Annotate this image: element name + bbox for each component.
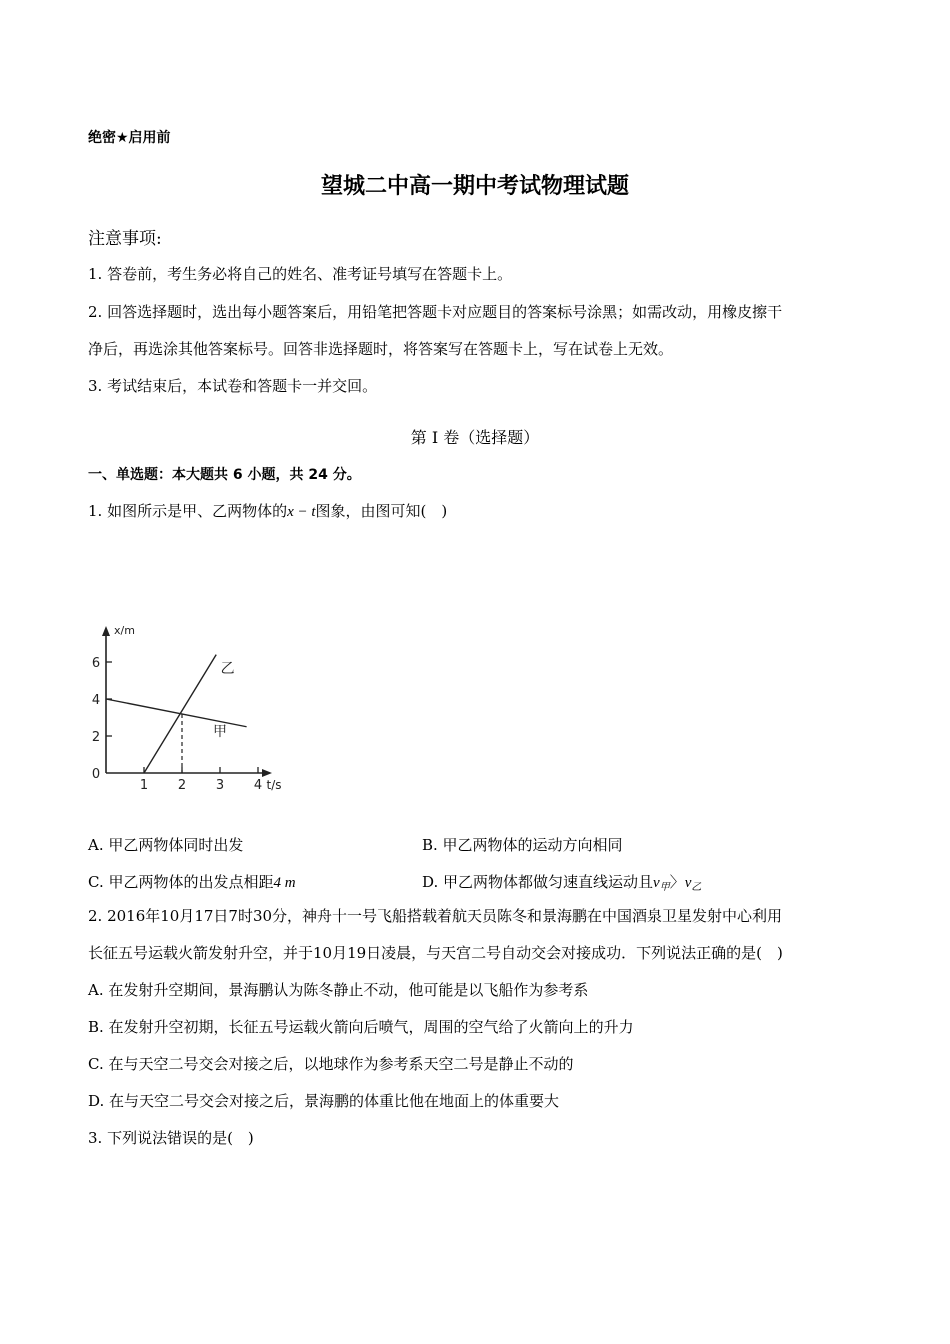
notice-item-2-line-2: 净后，再选涂其他答案标号。回答非选择题时，将答案写在答题卡上，写在试卷上无效。 xyxy=(88,340,674,358)
q1-stem-after: 图象，由图可知( ) xyxy=(315,502,448,520)
q1-option-c xyxy=(88,872,296,893)
notice-item-1: 1. 答卷前，考生务必将自己的姓名、准考证号填写在答题卡上。 xyxy=(88,265,513,283)
q1-option-d-sub1: 甲 xyxy=(659,882,670,893)
part1-heading: 一、单选题：本大题共 6 小题，共 24 分。 xyxy=(88,467,361,483)
q1-option-d-text: D. 甲乙两物体都做匀速直线运动且 xyxy=(422,873,654,891)
notice-item-2-line-1: 2. 回答选择题时，选出每小题答案后，用铅笔把答题卡对应题目的答案标号涂黑；如需改动，用橡皮擦干 xyxy=(88,303,783,321)
x-axis-arrow-icon xyxy=(262,769,272,777)
series-yi-line xyxy=(144,655,216,773)
section-title: 第 I 卷（选择题） xyxy=(410,428,540,447)
q1-option-b: B. 甲乙两物体的运动方向相同 xyxy=(422,836,623,854)
q1-option-d-v1: v xyxy=(653,875,660,891)
y-tick-label: 4 xyxy=(91,693,101,708)
q1-option-d-relation: 〉 xyxy=(669,873,685,891)
series-yi-label: 乙 xyxy=(220,661,235,678)
q1-option-d-sub2: 乙 xyxy=(691,882,702,893)
q1-option-a: A. 甲乙两物体同时出发 xyxy=(88,836,244,854)
q2-line-2: 长征五号运载火箭发射升空，并于10月19日凌晨，与天宫二号自动交会对接成功．下列说法正确的是( ) xyxy=(88,944,783,962)
x-tick-label: 2 xyxy=(177,778,187,793)
series-jia-line xyxy=(106,699,247,727)
x-tick-label: 3 xyxy=(215,778,225,793)
x-axis-label: t/s xyxy=(266,778,282,792)
q2-line-1: 2. 2016年10月17日7时30分，神舟十一号飞船搭载着航天员陈冬和景海鹏在中国酒泉卫星发射中心利用 xyxy=(88,907,783,925)
q1-option-d-v2: v xyxy=(684,875,692,891)
q1-option-c-math: 4 m xyxy=(273,875,296,891)
y-axis-arrow-icon xyxy=(102,626,110,636)
q1-stem-math: x − t xyxy=(287,504,316,520)
x-tick-label: 4 xyxy=(253,778,263,793)
q2-option-b: B. 在发射升空初期，长征五号运载火箭向后喷气，周围的空气给了火箭向上的升力 xyxy=(88,1018,634,1036)
q3-stem: 3. 下列说法错误的是( ) xyxy=(88,1129,254,1147)
y-tick-label: 0 xyxy=(91,767,101,782)
y-tick-label: 2 xyxy=(91,730,101,745)
page-title: 望城二中高一期中考试物理试题 xyxy=(320,173,629,199)
q1-option-c-text: C. 甲乙两物体的出发点相距 xyxy=(88,873,274,891)
q2-option-c: C. 在与天空二号交会对接之后，以地球作为参考系天空二号是静止不动的 xyxy=(88,1055,574,1073)
y-axis-label: x/m xyxy=(114,624,135,637)
q1-stem xyxy=(88,501,447,522)
notice-item-3: 3. 考试结束后，本试卷和答题卡一并交回。 xyxy=(88,377,378,395)
q1-stem-before: 1. 如图所示是甲、乙两物体的 xyxy=(88,502,288,520)
q1-xt-graph xyxy=(86,618,306,800)
y-tick-label: 6 xyxy=(91,656,101,671)
series-jia-label: 甲 xyxy=(213,724,227,740)
q2-option-d: D. 在与天空二号交会对接之后，景海鹏的体重比他在地面上的体重要大 xyxy=(88,1092,560,1110)
q2-option-a: A. 在发射升空期间，景海鹏认为陈冬静止不动，他可能是以飞船作为参考系 xyxy=(88,981,589,999)
x-tick-label: 1 xyxy=(139,778,149,793)
notice-heading: 注意事项: xyxy=(88,229,162,249)
secret-label: 绝密★启用前 xyxy=(88,130,171,146)
q1-option-d xyxy=(422,872,701,898)
